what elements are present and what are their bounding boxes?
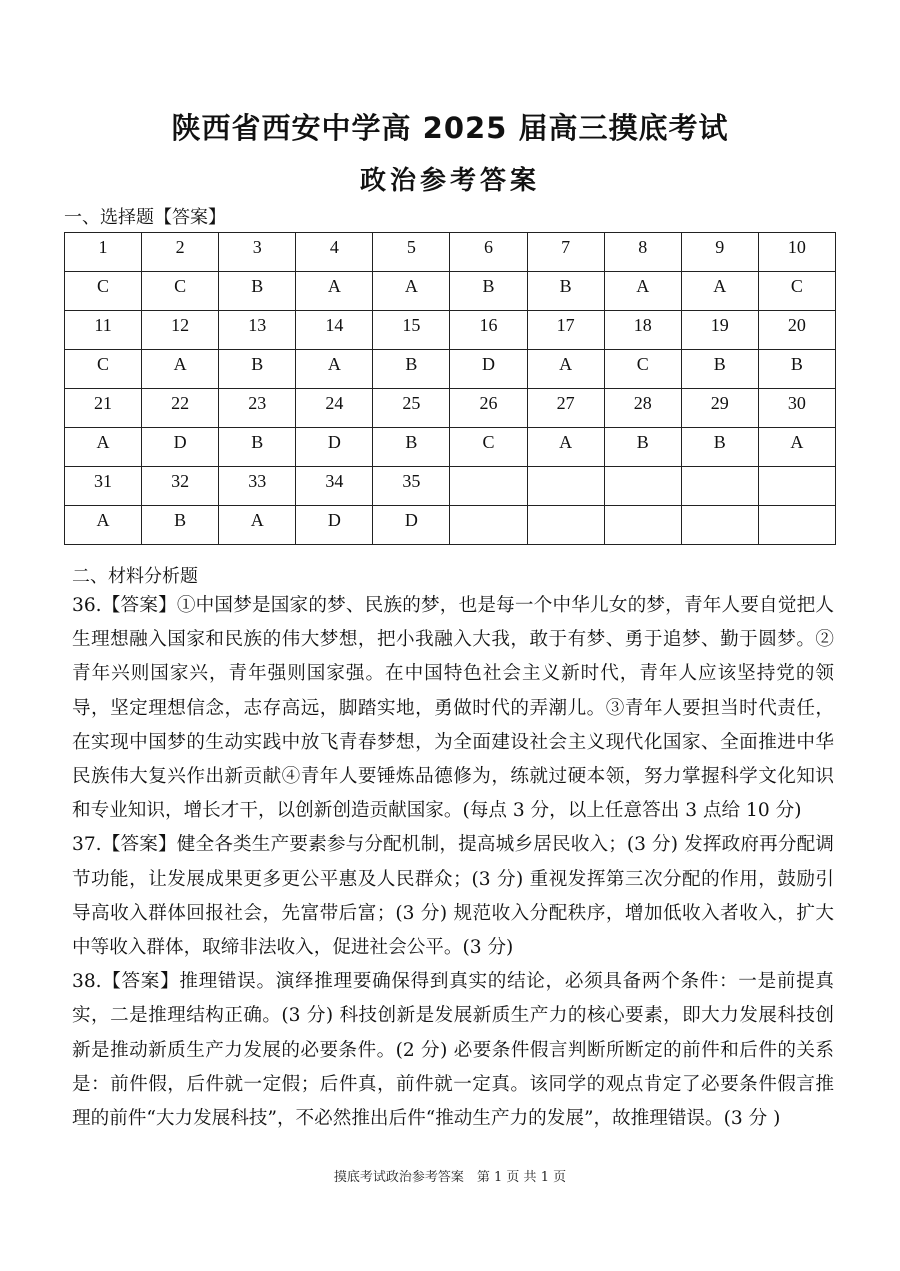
question-number-cell: 16	[450, 311, 527, 350]
answer-cell: B	[450, 272, 527, 311]
answer-cell: A	[681, 272, 758, 311]
question-number-cell: 14	[296, 311, 373, 350]
question-number-cell: 26	[450, 389, 527, 428]
answer-cell: A	[296, 350, 373, 389]
question-number-cell: 21	[65, 389, 142, 428]
question-number-cell: 13	[219, 311, 296, 350]
answer-cell: B	[219, 272, 296, 311]
answer-row	[65, 506, 836, 545]
question-number-cell	[758, 467, 835, 506]
question-number-cell: 9	[681, 233, 758, 272]
question-number-cell: 28	[604, 389, 681, 428]
question-number-cell: 10	[758, 233, 835, 272]
question-number-cell: 22	[142, 389, 219, 428]
question-number-row	[65, 311, 836, 350]
answer-cell: D	[373, 506, 450, 545]
answer-cell	[758, 506, 835, 545]
question-number-cell: 30	[758, 389, 835, 428]
question-number-cell: 4	[296, 233, 373, 272]
answer-cell	[527, 506, 604, 545]
answer-cell: A	[527, 350, 604, 389]
question-number-cell: 31	[65, 467, 142, 506]
answer-cell: B	[219, 350, 296, 389]
answer-q38: 38.【答案】推理错误。演绎推理要确保得到真实的结论，必须具备两个条件：一是前提真实，二是推理结构正确。(3 分) 科技创新是发展新质生产力的核心要素，即大力发展科技创新是推动新质生产力发展的必要条件。(2 分) 必要条件假言判断所断定的前件和后件的关系是：前件假，后件就一定假；后件真，前件就一定真。该同学的观点肯定了必要条件假言推理的前件“大力发展科技”，不必然推出后件“推动生产力的发展”，故推理错误。(3 分 )	[72, 971, 834, 1130]
answer-q37: 37.【答案】健全各类生产要素参与分配机制，提高城乡居民收入；(3 分) 发挥政府再分配调节功能，让发展成果更多更公平惠及人民群众；(3 分) 重视发挥第三次分配的作用，鼓励引导高收入群体回报社会，先富带后富；(3 分) 规范收入分配秩序，增加低收入者收入，扩大中等收入群体，取缔非法收入，促进社会公平。(3 分)	[72, 834, 834, 959]
question-number-cell: 8	[604, 233, 681, 272]
question-number-cell: 20	[758, 311, 835, 350]
question-number-cell: 18	[604, 311, 681, 350]
question-number-cell: 17	[527, 311, 604, 350]
answer-cell: B	[681, 350, 758, 389]
answer-row	[65, 350, 836, 389]
question-number-cell: 3	[219, 233, 296, 272]
answer-cell: A	[604, 272, 681, 311]
answer-cell: B	[527, 272, 604, 311]
answer-cell: C	[65, 350, 142, 389]
question-number-cell: 27	[527, 389, 604, 428]
answer-cell: A	[219, 506, 296, 545]
question-number-cell: 12	[142, 311, 219, 350]
answer-cell: B	[373, 428, 450, 467]
section2-heading: 二、材料分析题	[72, 566, 198, 587]
question-number-cell: 25	[373, 389, 450, 428]
section1-heading: 一、选择题【答案】	[64, 207, 226, 228]
question-number-cell: 19	[681, 311, 758, 350]
answer-cell: C	[142, 272, 219, 311]
question-number-row	[65, 389, 836, 428]
answer-cell	[604, 506, 681, 545]
answer-cell: C	[65, 272, 142, 311]
answer-cell: D	[142, 428, 219, 467]
question-number-cell: 34	[296, 467, 373, 506]
answer-q36: 36.【答案】①中国梦是国家的梦、民族的梦，也是每一个中华儿女的梦，青年人要自觉把人生理想融入国家和民族的伟大梦想，把小我融入大我，敢于有梦、勇于追梦、勤于圆梦。②青年兴则国家兴，青年强则国家强。在中国特色社会主义新时代，青年人应该坚持党的领导，坚定理想信念，志存高远，脚踏实地，勇做时代的弄潮儿。③青年人要担当时代责任，在实现中国梦的生动实践中放飞青春梦想，为全面建设社会主义现代化国家、全面推进中华民族伟大复兴作出新贡献④青年人要锤炼品德修为，练就过硬本领，努力掌握科学文化知识和专业知识，增长才干，以创新创造贡献国家。(每点 3 分，以上任意答出 3 点给 10 分)	[72, 595, 834, 822]
question-number-cell: 35	[373, 467, 450, 506]
answers-body	[72, 589, 834, 1136]
page-footer: 摸底考试政治参考答案 第 1 页 共 1 页	[333, 1170, 567, 1185]
question-number-cell: 33	[219, 467, 296, 506]
answer-cell: B	[758, 350, 835, 389]
question-number-cell: 23	[219, 389, 296, 428]
answer-cell: B	[604, 428, 681, 467]
question-number-cell: 15	[373, 311, 450, 350]
answer-cell: A	[65, 506, 142, 545]
answer-cell: A	[142, 350, 219, 389]
question-number-row	[65, 233, 836, 272]
answer-cell: B	[142, 506, 219, 545]
question-number-cell	[527, 467, 604, 506]
answer-cell	[681, 506, 758, 545]
question-number-cell: 2	[142, 233, 219, 272]
question-number-row	[65, 467, 836, 506]
question-number-cell: 24	[296, 389, 373, 428]
question-number-cell: 1	[65, 233, 142, 272]
answer-cell: B	[681, 428, 758, 467]
question-number-cell: 29	[681, 389, 758, 428]
answer-cell: D	[296, 506, 373, 545]
answer-cell: B	[219, 428, 296, 467]
question-number-cell: 11	[65, 311, 142, 350]
question-number-cell	[681, 467, 758, 506]
answer-cell: C	[758, 272, 835, 311]
question-number-cell: 7	[527, 233, 604, 272]
answer-cell: A	[296, 272, 373, 311]
answer-cell: C	[450, 428, 527, 467]
question-number-cell: 6	[450, 233, 527, 272]
answer-cell	[450, 506, 527, 545]
answer-row	[65, 428, 836, 467]
answer-cell: A	[65, 428, 142, 467]
answer-cell: A	[373, 272, 450, 311]
question-number-cell	[450, 467, 527, 506]
question-number-cell	[604, 467, 681, 506]
question-number-cell: 32	[142, 467, 219, 506]
answer-cell: C	[604, 350, 681, 389]
page-subtitle: 政治参考答案	[359, 166, 540, 196]
question-number-cell: 5	[373, 233, 450, 272]
answer-row	[65, 272, 836, 311]
answer-table	[64, 232, 836, 545]
page-title: 陕西省西安中学高 2025 届高三摸底考试	[171, 111, 729, 145]
answer-cell: D	[296, 428, 373, 467]
answer-cell: A	[527, 428, 604, 467]
answer-cell: B	[373, 350, 450, 389]
answer-cell: D	[450, 350, 527, 389]
answer-cell: A	[758, 428, 835, 467]
